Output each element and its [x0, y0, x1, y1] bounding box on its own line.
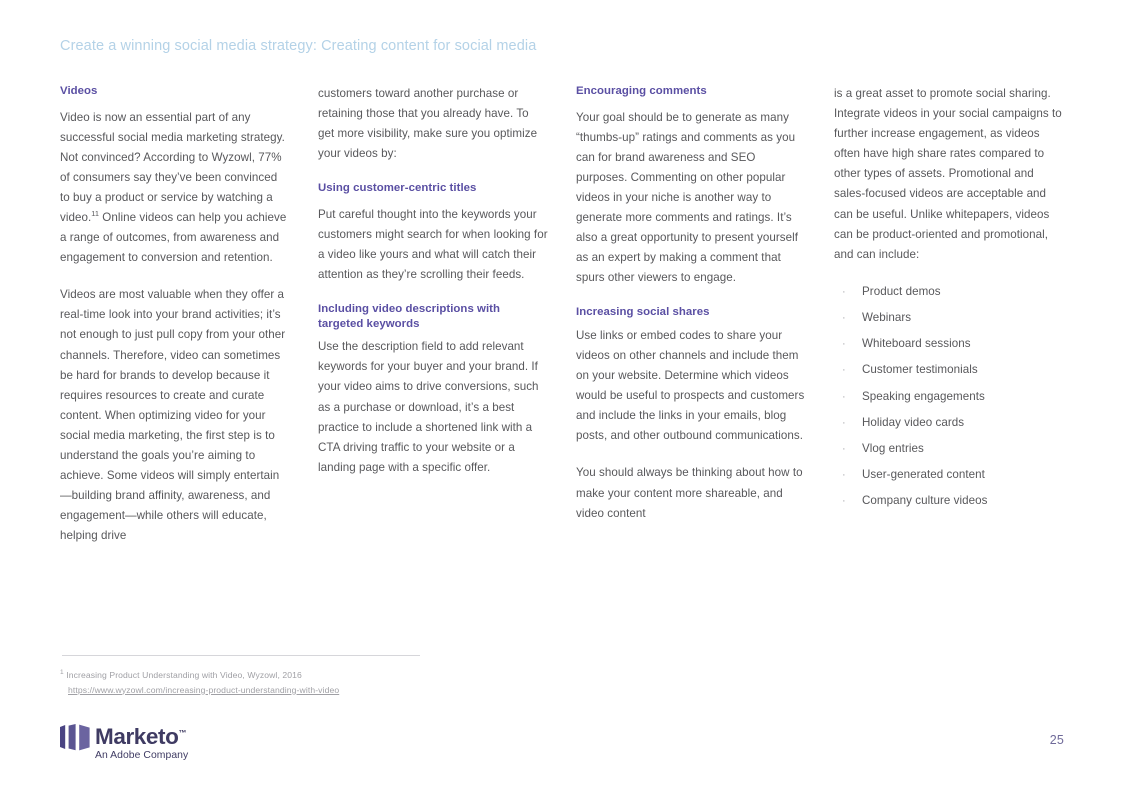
list-item-label: Holiday video cards — [862, 415, 965, 429]
list-item — [834, 387, 1064, 407]
list-item — [834, 308, 1064, 328]
bullet-dash-icon: · — [842, 442, 846, 455]
bullet-dash-icon: · — [842, 495, 846, 508]
column-4 — [834, 84, 1064, 546]
bullet-dash-icon: · — [842, 364, 846, 377]
bullet-dash-icon: · — [842, 416, 846, 429]
page-number: 25 — [1049, 733, 1064, 747]
list-item — [834, 413, 1064, 433]
paragraph-promote-social-sharing: is a great asset to promote social sharing. Integrate videos in your social campaigns to further increase engagement, as videos often have high share rates compared to other types of assets. Promotional and sales-focused videos are acceptable and can be useful. Unlike whitepapers, videos can be product-oriented and promotional, and can include: — [834, 87, 1062, 261]
list-item-label: User-generated content — [862, 468, 985, 482]
bullet-dash-icon: · — [842, 285, 846, 298]
list-item-label: Webinars — [862, 311, 912, 325]
list-item — [834, 465, 1064, 485]
paragraph-text-segment: Video is now an essential part of any successful social media marketing strategy. Not convinced? According to Wyzowl, 77% of consumers say they’ve been convinced to buy a product or service by watching a video. — [60, 110, 285, 224]
marketo-wordmark-group — [95, 724, 188, 762]
paragraph-videos-intro — [60, 108, 290, 269]
heading-customer-centric-titles: Using customer-centric titles — [318, 182, 477, 195]
list-item-label: Company culture videos — [862, 494, 988, 508]
list-item-label: Vlog entries — [862, 441, 924, 455]
heading-video-descriptions: Including video descriptions with targeted keywords — [318, 303, 501, 330]
bullet-dash-icon: · — [842, 469, 846, 482]
footnote-url-link[interactable]: https://www.wyzowl.com/increasing-product-understanding-with-video — [68, 684, 340, 695]
page-running-header: Create a winning social media strategy: Creating content for social media — [60, 38, 537, 54]
paragraph-videos-value: Videos are most valuable when they offer a real-time look into your brand activities; it’s not enough to just pull copy from your other channels. Therefore, video can sometimes be hard for brands to develop because it requires resources to create and curate content. When optimizing video for your social media marketing, the first step is to understand the goals you’re aiming to achieve. Some videos will simply entertain—building brand affinity, awareness, and engagement—while others will educate, helping drive — [60, 288, 286, 543]
video-types-list — [834, 282, 1064, 512]
trademark-icon: ™ — [178, 728, 187, 738]
heading-increasing-social-shares: Increasing social shares — [576, 306, 710, 319]
marketo-wordmark-text: Marketo — [95, 724, 179, 749]
list-item-label: Speaking engagements — [862, 389, 985, 403]
heading-encouraging-comments: Encouraging comments — [576, 85, 707, 97]
footnote-block — [60, 668, 580, 697]
marketo-wordmark — [95, 725, 188, 748]
list-item-label: Customer testimonials — [862, 363, 978, 377]
marketo-logo-mark — [60, 724, 90, 751]
list-item — [834, 334, 1064, 354]
heading-videos: Videos — [60, 85, 98, 97]
footnote-reference-marker: 11 — [91, 209, 100, 219]
paragraph-text-segment: Online videos can help you achieve a range of outcomes, from awareness and engagement to conversion and retention. — [60, 210, 287, 265]
column-2 — [318, 84, 548, 546]
bullet-dash-icon: · — [842, 312, 846, 325]
paragraph-optimize-intro: customers toward another purchase or retaining those that you already have. To get more visibility, make sure you optimize your videos by: — [318, 87, 538, 161]
footnote-citation: Increasing Product Understanding with Video, Wyzowl, 2016 — [66, 670, 302, 680]
marketo-logo — [60, 724, 188, 762]
column-3 — [576, 84, 806, 546]
paragraph-increasing-social-shares: Use links or embed codes to share your videos on other channels and include them on your website. Determine which videos would be useful to prospects and customers and include the links in your emails, blog posts, and other outbound communications. — [576, 328, 805, 443]
bullet-dash-icon: · — [842, 390, 846, 403]
list-item-label: Whiteboard sessions — [862, 337, 971, 351]
bullet-dash-icon: · — [842, 338, 846, 351]
paragraph-customer-centric-titles: Put careful thought into the keywords your customers might search for when looking for a video like yours and what will catch their attention as they’re scrolling their feeds. — [318, 207, 548, 282]
list-item — [834, 282, 1064, 302]
list-item-label: Product demos — [862, 284, 941, 298]
list-item — [834, 439, 1064, 459]
adobe-company-tagline: An Adobe Company — [95, 750, 189, 761]
paragraph-encouraging-comments: Your goal should be to generate as many “thumbs-up” ratings and comments as you can for brand awareness and SEO purposes. Commenting on other popular videos in your niche is another way to generate more comments and ratings. It’s also a great opportunity to present yourself as an expert by making a comment that spurs other viewers to engage. — [576, 110, 798, 285]
content-columns — [60, 84, 1065, 546]
paragraph-video-descriptions: Use the description field to add relevant keywords for your buyer and your brand. If your video aims to drive conversions, such as a purchase or download, it’s a best practice to include a shortened link with a CTA driving traffic to your website or a landing page with a specific offer. — [318, 340, 539, 474]
column-1 — [60, 84, 290, 546]
list-item — [834, 360, 1064, 380]
paragraph-shareable-content: You should always be thinking about how to make your content more shareable, and video content — [576, 466, 803, 520]
footnote-divider — [62, 655, 420, 656]
list-item — [834, 491, 1064, 511]
footnote-marker: 1 — [60, 669, 64, 677]
